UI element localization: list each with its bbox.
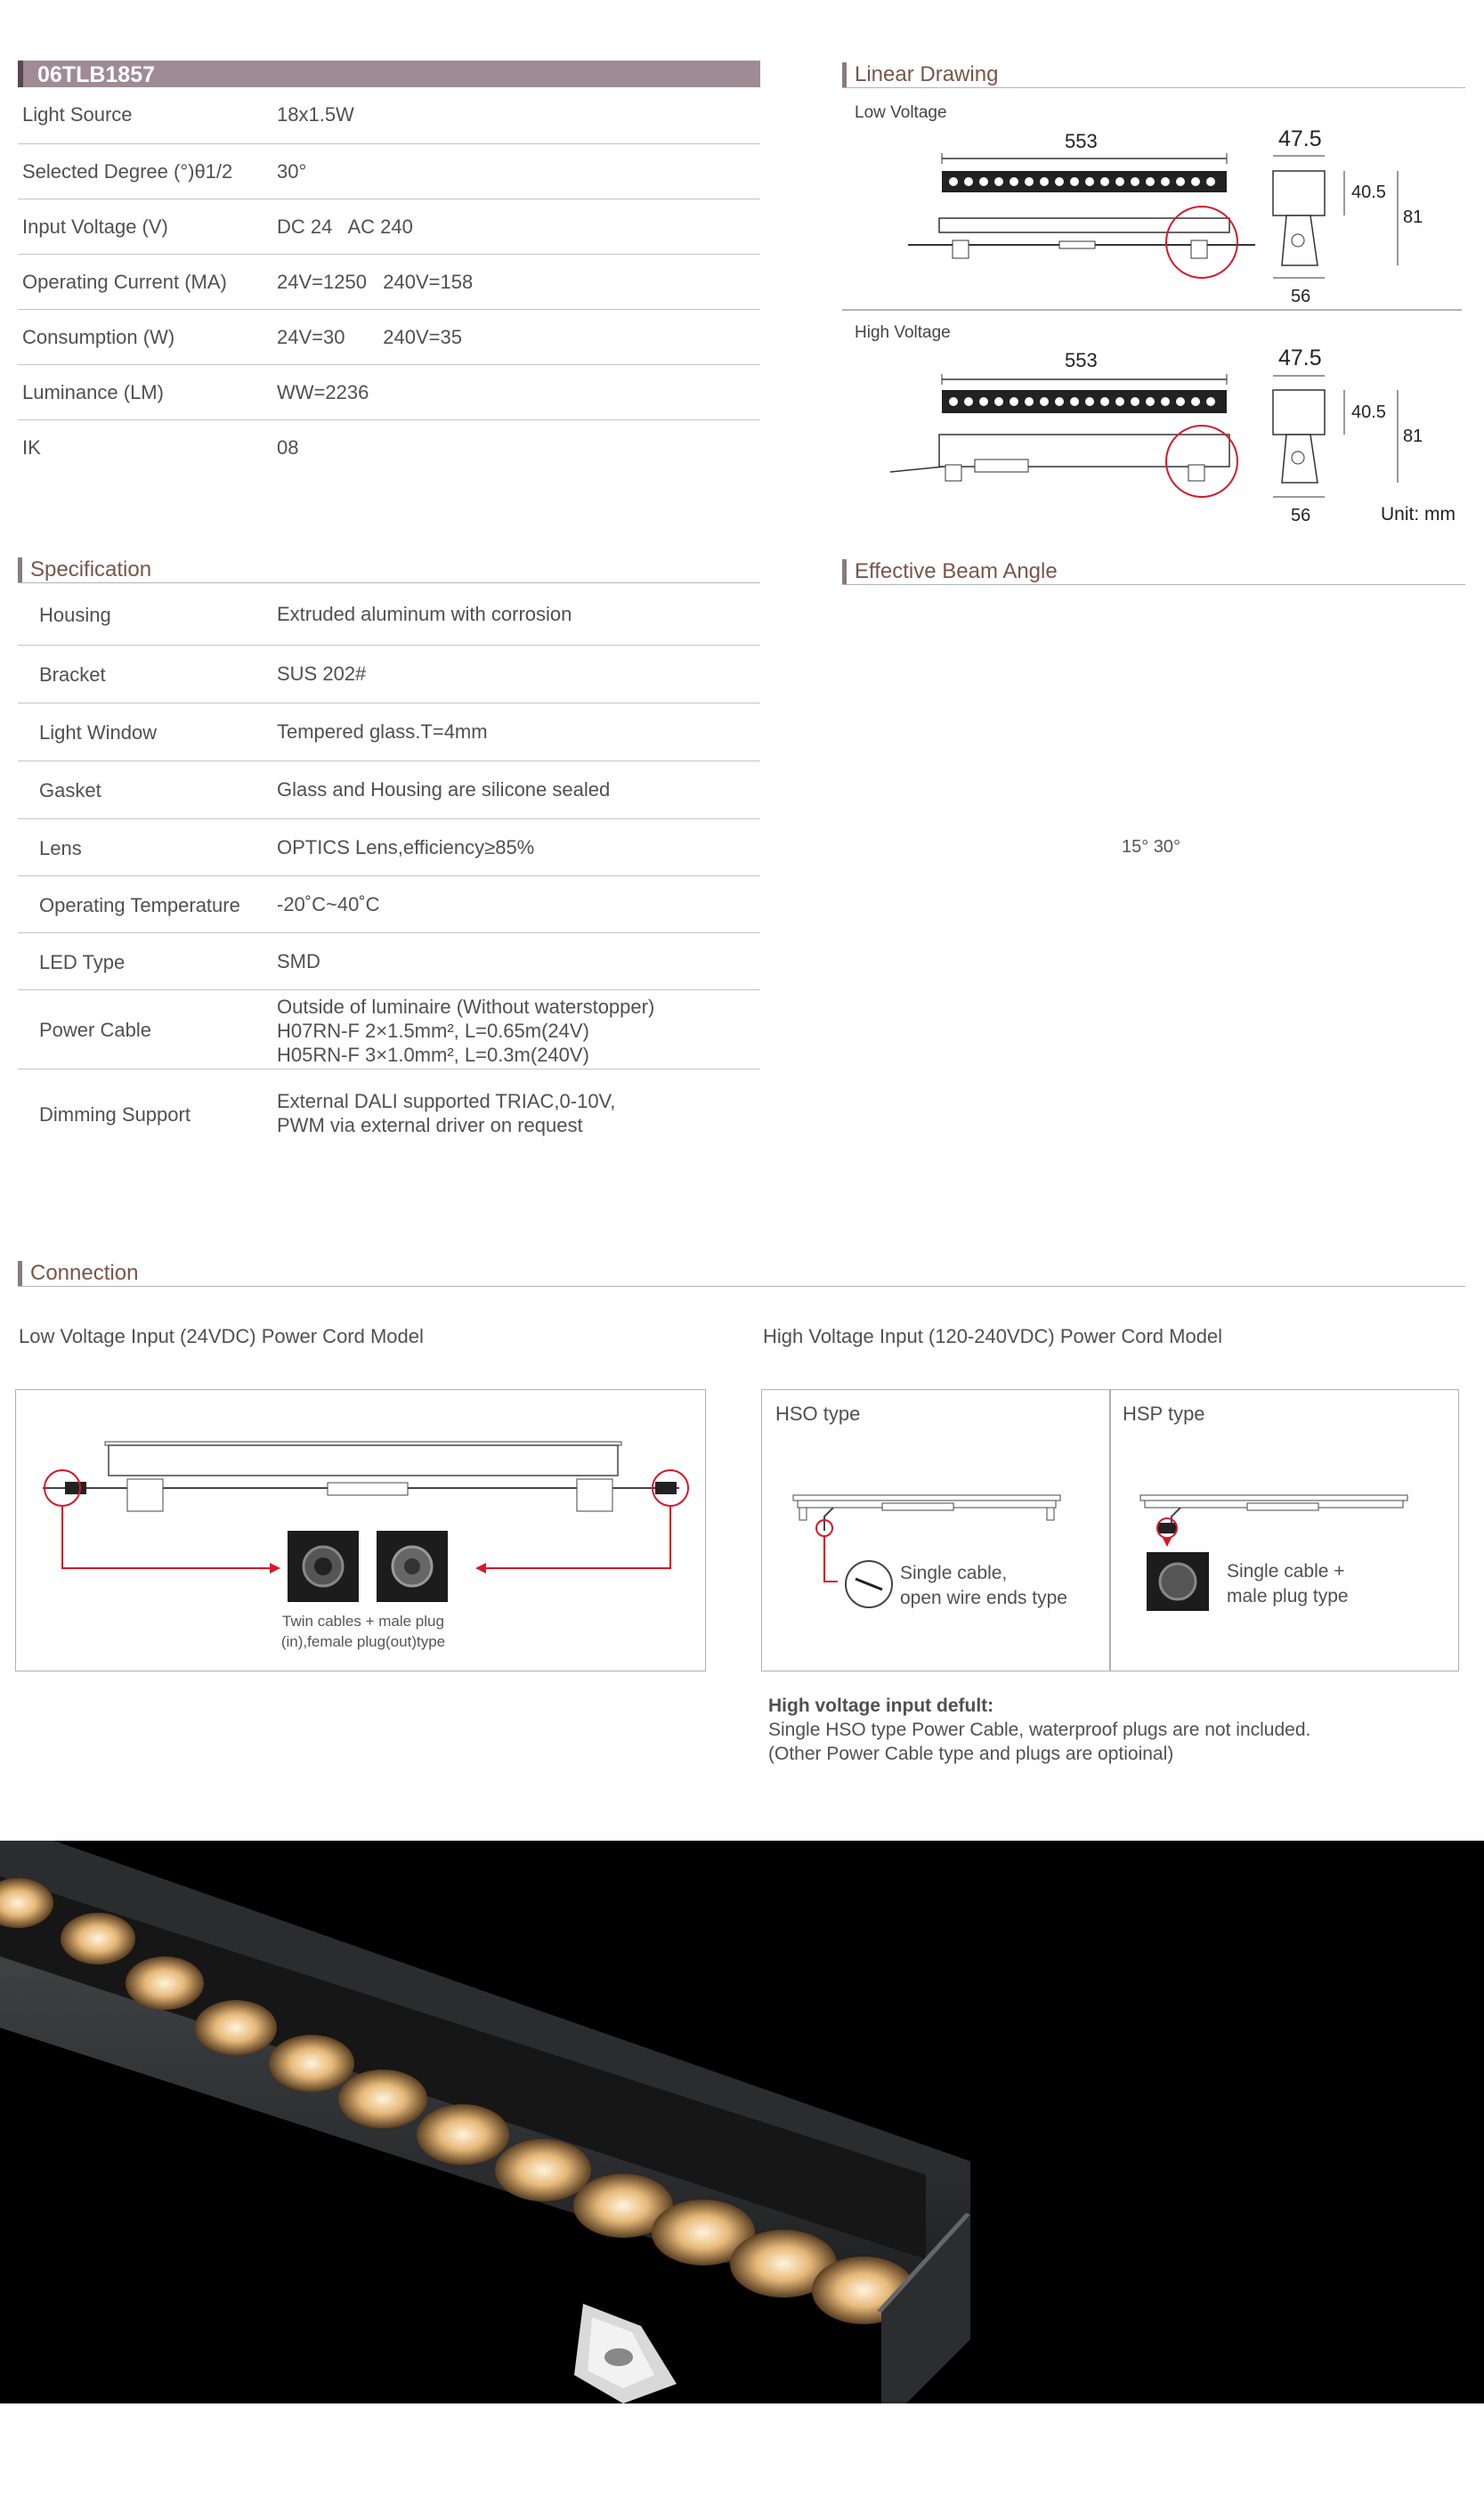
spec-key: Selected Degree (°)θ1/2 [22, 160, 233, 183]
spec-value-line: PWM via external driver on request [277, 1114, 583, 1136]
spec-row [18, 144, 760, 199]
spec-row [18, 933, 760, 990]
depth-dimension: 47.5 [1278, 346, 1322, 370]
spec-value [277, 1089, 615, 1137]
caption-line: Twin cables + male plug [282, 1613, 444, 1630]
product-model: 06TLB1857 [37, 62, 156, 87]
width-dimension: 56 [1291, 287, 1311, 306]
spec-value: SUS 202# [277, 663, 367, 685]
spec-key: Light Window [39, 721, 158, 744]
section-accent-bar [842, 559, 847, 584]
spec-row [18, 990, 760, 1070]
low-voltage-caption [256, 1611, 470, 1652]
total-height-dimension: 81 [1403, 207, 1423, 227]
spec-key: Lens [39, 837, 82, 859]
spec-value: DC 24 AC 240 [277, 216, 413, 238]
spec-value: 30° [277, 160, 307, 183]
length-dimension: 553 [1065, 130, 1098, 152]
spec-key: Gasket [39, 779, 101, 801]
spec-value: 18x1.5W [277, 103, 354, 126]
spec-value-line: Outside of luminaire (Without waterstopper) [277, 996, 655, 1018]
spec-value: Tempered glass.T=4mm [277, 720, 488, 743]
spec-row [18, 87, 760, 144]
spec-row [18, 1070, 760, 1150]
high-voltage-label: High Voltage [855, 323, 951, 342]
spec-value: 24V=1250 240V=158 [277, 271, 474, 293]
wall-washer-image [0, 1841, 1484, 2403]
spec-row [18, 255, 760, 310]
spec-value: 08 [277, 436, 299, 459]
spec-key: Power Cable [39, 1019, 151, 1041]
spec-value: Glass and Housing are silicone sealed [277, 778, 611, 801]
title-accent-bar [18, 61, 23, 87]
section-title: Effective Beam Angle [855, 559, 1058, 583]
beam-angle-values: 15° 30° [1122, 837, 1181, 857]
spec-row [18, 199, 760, 255]
section-title: Specification [30, 557, 152, 582]
spec-value-line: H07RN-F 2×1.5mm², L=0.65m(24V) [277, 1020, 589, 1042]
height-dimension: 40.5 [1351, 183, 1386, 202]
product-photo [0, 1841, 1484, 2403]
spec-row [18, 646, 760, 704]
low-voltage-connection-title: Low Voltage Input (24VDC) Power Cord Model [19, 1325, 424, 1347]
spec-value: SMD [277, 950, 320, 972]
section-accent-bar [18, 1261, 22, 1286]
spec-row [18, 584, 760, 646]
hsp-caption [1227, 1559, 1349, 1609]
spec-key: Housing [39, 604, 111, 626]
beam-angle-header [842, 557, 1465, 585]
low-voltage-connection-box [15, 1389, 706, 1671]
height-dimension: 40.5 [1351, 403, 1386, 422]
section-accent-bar [842, 62, 847, 87]
product-title-bar [18, 61, 760, 87]
spec-row [18, 819, 760, 876]
high-voltage-wiring-diagram [762, 1390, 1458, 1671]
unit-label: Unit: mm [1381, 504, 1456, 525]
high-voltage-note [768, 1694, 1310, 1766]
fixture-end-view [1273, 171, 1325, 216]
spec-row [18, 420, 760, 475]
spec-value: 24V=30 240V=35 [277, 326, 462, 348]
caption-line: male plug type [1227, 1586, 1349, 1606]
section-title: Connection [30, 1261, 139, 1285]
spec-value: Extruded aluminum with corrosion [277, 603, 572, 625]
section-title: Linear Drawing [855, 62, 999, 86]
caption-line: open wire ends type [900, 1588, 1067, 1608]
spec-value-line: H05RN-F 3×1.0mm², L=0.3m(240V) [277, 1044, 589, 1066]
spec-row [18, 310, 760, 365]
spec-row [18, 876, 760, 933]
spec-value: WW=2236 [277, 381, 369, 403]
low-voltage-drawing [890, 151, 1460, 303]
spec-key: LED Type [39, 951, 126, 973]
spec-row [18, 761, 760, 819]
spec-value: OPTICS Lens,efficiency≥85% [277, 836, 535, 858]
spec-key: Consumption (W) [22, 326, 175, 348]
note-line: Single HSO type Power Cable, waterproof plugs are not included. [768, 1720, 1311, 1740]
section-accent-bar [18, 557, 22, 582]
caption-line: Single cable, [900, 1563, 1008, 1583]
note-heading: High voltage input defult: [768, 1696, 994, 1716]
high-voltage-connection-box [761, 1389, 1459, 1671]
depth-dimension: 47.5 [1278, 126, 1322, 151]
specification-header [18, 556, 760, 583]
connection-header [18, 1259, 1465, 1287]
spec-key: Luminance (LM) [22, 381, 164, 403]
spec-key: IK [22, 436, 41, 459]
caption-line: (in),female plug(out)type [280, 1633, 446, 1650]
total-height-dimension: 81 [1403, 427, 1423, 446]
spec-value [277, 995, 654, 1067]
spec-key: Operating Temperature [39, 894, 240, 916]
spec-row [18, 365, 760, 420]
width-dimension: 56 [1291, 506, 1311, 525]
spec-row [18, 704, 760, 761]
hso-label: HSO type [775, 1403, 861, 1425]
spec-key: Dimming Support [39, 1103, 191, 1126]
spec-key: Bracket [39, 663, 106, 686]
note-line: (Other Power Cable type and plugs are optioinal) [768, 1744, 1174, 1764]
low-voltage-label: Low Voltage [855, 103, 947, 122]
spec-key: Input Voltage (V) [22, 216, 168, 238]
hso-caption [900, 1561, 1067, 1611]
linear-drawing-header [842, 61, 1465, 88]
high-voltage-drawing [890, 372, 1460, 506]
spec-value-line: External DALI supported TRIAC,0-10V, [277, 1090, 616, 1112]
fixture-side-view [939, 218, 1229, 232]
length-dimension: 553 [1065, 349, 1098, 371]
spec-value: -20˚C~40˚C [277, 893, 380, 915]
spec-key: Operating Current (MA) [22, 271, 227, 293]
spec-key: Light Source [22, 103, 133, 126]
high-voltage-connection-title: High Voltage Input (120-240VDC) Power Cord Model [763, 1325, 1223, 1347]
hsp-label: HSP type [1123, 1403, 1205, 1425]
caption-line: Single cable + [1227, 1561, 1345, 1582]
